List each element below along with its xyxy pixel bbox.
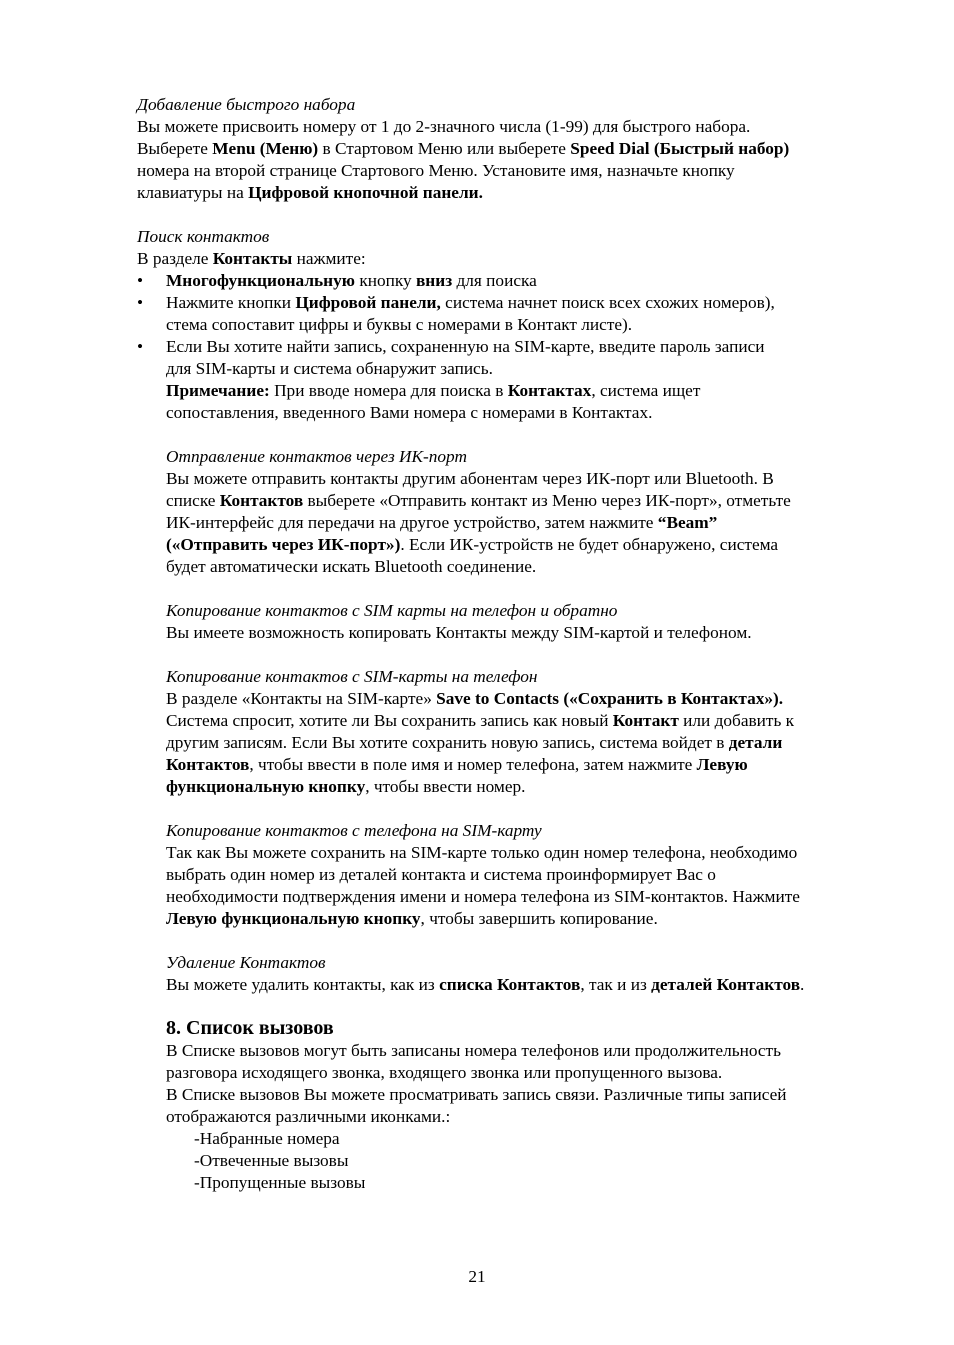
note-line: сопоставления, введенного Вами номера с номерами в Контактах. bbox=[166, 403, 653, 422]
list-item: • Нажмите кнопки Цифровой панели, система начнет поиск всех схожих номеров), стема сопоставит цифры и буквы с номерами в Контакт листе). bbox=[137, 293, 775, 334]
call-type-item: -Пропущенные вызовы bbox=[194, 1173, 366, 1192]
list-item: • Если Вы хотите найти запись, сохраненную на SIM-карте, введите пароль записи для SIM-карты и система обнаружит запись. bbox=[137, 337, 765, 378]
phone-to-sim-section bbox=[166, 820, 887, 930]
indented-sections bbox=[166, 424, 887, 1194]
contact-search-section bbox=[137, 226, 887, 1194]
paragraph-line: Левую функциональную кнопку, чтобы завершить копирование. bbox=[166, 909, 658, 928]
paragraph-line: Вы можете отправить контакты другим абонентам через ИК-порт или Bluetooth. В bbox=[166, 469, 774, 488]
note-block bbox=[166, 380, 886, 424]
bullet-icon: • bbox=[137, 337, 144, 356]
paragraph-line: разговора исходящего звонка, входящего звонка или пропущенного вызова. bbox=[166, 1063, 723, 1082]
section-title: Отправление контактов через ИК-порт bbox=[166, 447, 467, 466]
section-title: Копирование контактов с телефона на SIM-карту bbox=[166, 821, 542, 840]
paragraph-line: В Списке вызовов могут быть записаны номера телефонов или продолжительность bbox=[166, 1041, 781, 1060]
page-number: 21 bbox=[468, 1267, 486, 1286]
paragraph-line: Вы можете удалить контакты, как из списка Контактов, так и из деталей Контактов. bbox=[166, 975, 805, 994]
paragraph-line: номера на второй странице Стартового Меню. Установите имя, назначьте кнопку bbox=[137, 161, 735, 180]
paragraph-line: Контактов, чтобы ввести в поле имя и номер телефона, затем нажмите Левую bbox=[166, 755, 748, 774]
section-title: Поиск контактов bbox=[137, 227, 270, 246]
paragraph-line: функциональную кнопку, чтобы ввести номер. bbox=[166, 777, 526, 796]
paragraph-line: Так как Вы можете сохранить на SIM-карте только один номер телефона, необходимо bbox=[166, 843, 798, 862]
speed-dial-section bbox=[137, 94, 887, 204]
search-bullet-list bbox=[137, 270, 887, 380]
bullet-icon: • bbox=[137, 271, 144, 290]
paragraph-line: отображаются различными иконками.: bbox=[166, 1107, 451, 1126]
paragraph-line: клавиатуры на Цифровой кнопочной панели. bbox=[137, 183, 483, 202]
paragraph-line: В разделе «Контакты на SIM-карте» Save to Contacts («Сохранить в Контактах»). bbox=[166, 689, 784, 708]
section-title: Копирование контактов с SIM-карты на телефон bbox=[166, 667, 538, 686]
paragraph-line: Выберете Menu (Меню) в Стартовом Меню или выберете Speed Dial (Быстрый набор) bbox=[137, 139, 790, 158]
note-line: Примечание: При вводе номера для поиска в Контактах, система ищет bbox=[166, 381, 701, 400]
delete-contacts-section bbox=[166, 952, 887, 996]
paragraph-line: («Отправить через ИК-порт»). Если ИК-устройств не будет обнаружено, система bbox=[166, 535, 779, 554]
section-title: Удаление Контактов bbox=[166, 953, 326, 972]
call-type-item: -Набранные номера bbox=[194, 1129, 340, 1148]
call-type-item: -Отвеченные вызовы bbox=[194, 1151, 349, 1170]
bullet-icon: • bbox=[137, 293, 144, 312]
list-item: • Многофункциональную кнопку вниз для поиска bbox=[137, 271, 537, 290]
paragraph-line: Вы имеете возможность копировать Контакты между SIM-картой и телефоном. bbox=[166, 623, 752, 642]
paragraph-line: другим записям. Если Вы хотите сохранить новую запись, система войдет в детали bbox=[166, 733, 783, 752]
paragraph-line: выбрать один номер из деталей контакта и система проинформирует Вас о bbox=[166, 865, 716, 884]
call-log-section bbox=[166, 1016, 887, 1194]
paragraph-line: необходимости подтверждения имени и номера телефона из SIM-контактов. Нажмите bbox=[166, 887, 800, 906]
ir-send-section bbox=[166, 446, 887, 578]
sim-to-phone-section bbox=[166, 666, 887, 798]
sim-copy-section bbox=[166, 600, 887, 644]
paragraph-line: ИК-интерфейс для передачи на другое устройство, затем нажмите “Beam” bbox=[166, 513, 718, 532]
paragraph-line: Система спросит, хотите ли Вы сохранить запись как новый Контакт или добавить к bbox=[166, 711, 795, 730]
paragraph-line: Вы можете присвоить номеру от 1 до 2-значного числа (1-99) для быстрого набора. bbox=[137, 117, 751, 136]
section-title: Копирование контактов с SIM карты на телефон и обратно bbox=[166, 601, 618, 620]
paragraph-line: В Списке вызовов Вы можете просматривать запись связи. Различные типы записей bbox=[166, 1085, 787, 1104]
paragraph-line: В разделе Контакты нажмите: bbox=[137, 249, 366, 268]
paragraph-line: списке Контактов выберете «Отправить контакт из Меню через ИК-порт», отметьте bbox=[166, 491, 791, 510]
paragraph-line: будет автоматически искать Bluetooth соединение. bbox=[166, 557, 537, 576]
chapter-heading: 8. Список вызовов bbox=[166, 1017, 334, 1039]
section-title: Добавление быстрого набора bbox=[137, 95, 356, 114]
